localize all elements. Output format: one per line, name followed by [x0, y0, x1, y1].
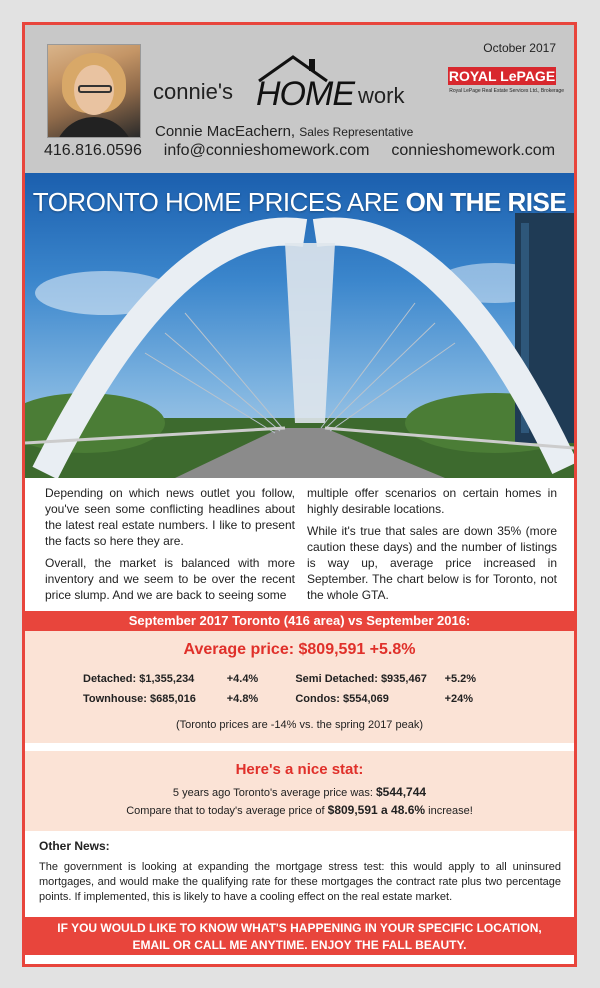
stat-change: +4.8%: [226, 693, 259, 705]
stat-label: Detached: $1,355,234: [83, 673, 195, 685]
other-news: [39, 839, 561, 905]
stat-label: Condos: $554,069: [295, 693, 389, 705]
newsletter: [22, 22, 577, 967]
brokerage-logo: ROYAL LePAGE: [448, 68, 556, 84]
contact-line: [25, 142, 574, 160]
agent-name-line: [155, 123, 413, 140]
stat-label: Semi Detached: $935,467: [295, 673, 427, 685]
intro-column-right: [307, 485, 557, 609]
phone-link[interactable]: 416.816.0596: [43, 142, 142, 159]
nice-stat-panel: [25, 751, 574, 831]
intro-column-left: [45, 485, 295, 609]
average-price: Average price: $809,591 +5.8%: [183, 641, 416, 658]
logo: [153, 63, 453, 113]
headline: [25, 187, 574, 218]
stat-change: +4.4%: [226, 673, 259, 685]
headline-light: TORONTO HOME PRICES ARE: [32, 187, 406, 217]
email-link[interactable]: info@connieshomework.com: [163, 142, 370, 159]
cta-line: EMAIL OR CALL ME ANYTIME. ENJOY THE FALL BEAUTY.: [132, 938, 467, 952]
logo-connies: connie's: [153, 79, 234, 104]
bridge-illustration: [25, 173, 574, 478]
news-body: The government is looking at expanding the mortgage stress test: this would apply to all uninsured mortgages, and would make the qualifying rate for these mortgages the contract rate plus two percentage points. If implemented, this is likely to have a cooling effect on the real estate market.: [39, 861, 561, 903]
intro-paragraph: multiple offer scenarios on certain homes in highly desirable locations.: [307, 486, 557, 516]
logo-work: work: [358, 83, 405, 108]
logo-home: HOME: [256, 75, 354, 113]
agent-title: Sales Representative: [299, 125, 414, 139]
nice-stat-heading: Here's a nice stat:: [235, 761, 364, 778]
agent-name: Connie MacEachern,: [155, 123, 296, 140]
intro-paragraph: Overall, the market is balanced with more inventory and we seem to be over the recent price slump. And we are back to seeing some: [45, 556, 295, 602]
intro-paragraph: While it's true that sales are down 35% (more caution these days) and the number of listings is way up, average price increased in September. The chart below is for Toronto, not the whole GTA.: [307, 524, 557, 602]
stat-change: +24%: [444, 693, 474, 705]
stats-panel: [25, 631, 574, 743]
stats-note: (Toronto prices are -14% vs. the spring 2017 peak): [175, 719, 424, 731]
hero-image: [25, 173, 574, 478]
call-to-action: [25, 917, 574, 955]
stats-banner: September 2017 Toronto (416 area) vs September 2016:: [25, 611, 574, 631]
stats-table: [83, 673, 523, 713]
issue-date: October 2017: [483, 41, 556, 55]
news-heading: Other News:: [39, 839, 110, 853]
stats-row: [83, 693, 523, 713]
agent-photo: [47, 44, 141, 138]
stats-row: [83, 673, 523, 693]
current-price-increase: $809,591 a 48.6%: [327, 803, 426, 817]
nice-stat-line: 5 years ago Toronto's average price was: $544,744: [172, 785, 427, 799]
past-price: $544,744: [376, 785, 427, 799]
nice-stat-line: Compare that to today's average price of $809,591 a 48.6% increase!: [126, 803, 473, 817]
headline-bold: ON THE RISE: [405, 187, 567, 217]
stat-change: +5.2%: [444, 673, 477, 685]
brokerage-subtitle: Royal LePage Real Estate Services Ltd., Brokerage: [449, 88, 564, 94]
intro-paragraph: Depending on which news outlet you follow, you've seen some conflicting headlines about the latest real estate numbers. I like to present the facts so here they are.: [45, 486, 295, 548]
website-link[interactable]: connieshomework.com: [391, 142, 556, 159]
stat-label: Townhouse: $685,016: [83, 693, 196, 705]
intro-text: [45, 485, 557, 609]
header: [25, 25, 574, 173]
cta-line: IF YOU WOULD LIKE TO KNOW WHAT'S HAPPENING IN YOUR SPECIFIC LOCATION,: [57, 921, 542, 935]
